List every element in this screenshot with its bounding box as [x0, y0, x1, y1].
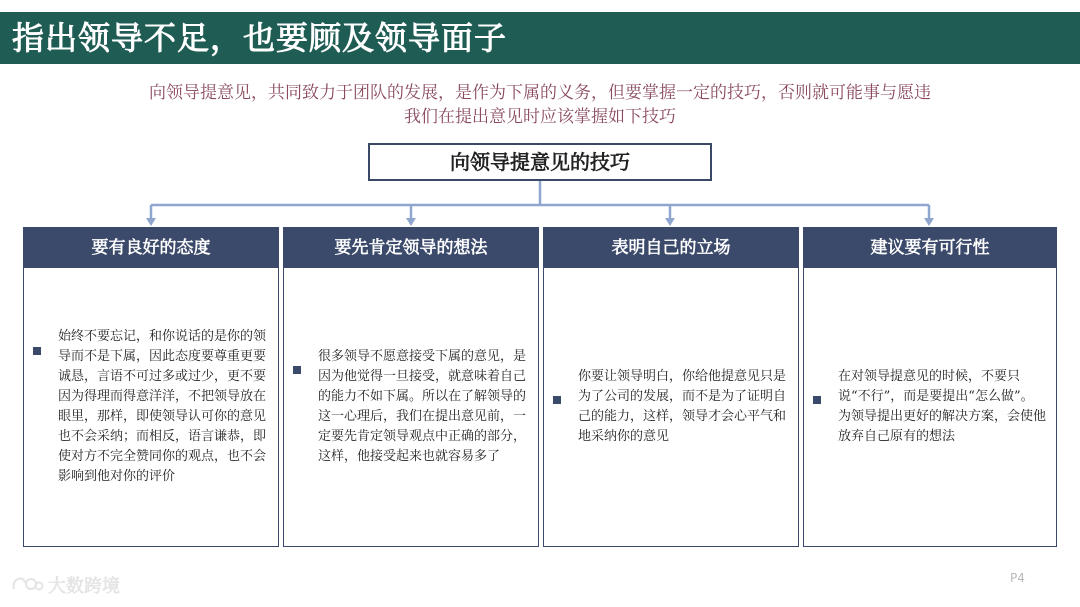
- page-title: 指出领导不足，也要顾及领导面子: [12, 19, 508, 57]
- square-bullet-icon: [33, 347, 41, 355]
- square-bullet-icon: [813, 396, 821, 404]
- square-bullet-icon: [553, 396, 561, 404]
- column-text: 很多领导不愿意接受下属的意见，是因为他觉得一旦接受，就意味着自己的能力不如下属。所以在了解领导的这一心理后，我们在提出意见前，一定要先肯定领导观点中正确的部分，这样，他接受起来也就容易多了: [318, 349, 527, 464]
- column-heading: 要先肯定领导的想法: [284, 228, 538, 268]
- arrow-head-4: [924, 218, 934, 226]
- column-text: 始终不要忘记，和你说话的是你的领导而不是下属，因此态度要尊重更要诚恳，言语不可过多或过少，更不要因为得理而得意洋洋，不把领导放在眼里，那样，即使领导认可你的意见也不会采纳；而相反，语言谦恭，即使对方不完全赞同你的观点，也不会影响到他对你的评价: [58, 329, 267, 484]
- column-text: 你要让领导明白，你给他提意见只是为了公司的发展，而不是为了证明自己的能力，这样，领导才会心平气和地采纳你的意见: [578, 369, 787, 444]
- column-heading: 要有良好的态度: [24, 228, 278, 268]
- watermark-text: 大数跨境: [48, 576, 120, 597]
- center-topic-box: 向领导提意见的技巧: [368, 143, 712, 181]
- column-body: [544, 268, 798, 546]
- watermark-logo-icon: [10, 574, 44, 596]
- arrow-head-1: [146, 218, 156, 226]
- arrow-head-2: [406, 218, 416, 226]
- page-number: P4: [1010, 571, 1025, 585]
- column-heading: 建议要有可行性: [804, 228, 1056, 268]
- column-attitude: [23, 227, 279, 547]
- intro-line-1: 向领导提意见，共同致力于团队的发展，是作为下属的义务，但要掌握一定的技巧，否则就可能事与愿违: [149, 83, 931, 103]
- column-text: 在对领导提意见的时候，不要只说“不行”，而是要提出“怎么做”。为领导提出更好的解决方案，会使他放弃自己原有的想法: [838, 369, 1047, 444]
- column-affirm: [283, 227, 539, 547]
- column-heading: 表明自己的立场: [544, 228, 798, 268]
- column-body: [804, 268, 1056, 546]
- column-stance: [543, 227, 799, 547]
- column-body: [24, 268, 278, 546]
- watermark: [10, 573, 120, 597]
- intro-line-2: 我们在提出意见时应该掌握如下技巧: [404, 107, 676, 127]
- arrow-head-3: [665, 218, 675, 226]
- column-feasible: [803, 227, 1057, 547]
- square-bullet-icon: [293, 366, 301, 374]
- column-body: [284, 268, 538, 546]
